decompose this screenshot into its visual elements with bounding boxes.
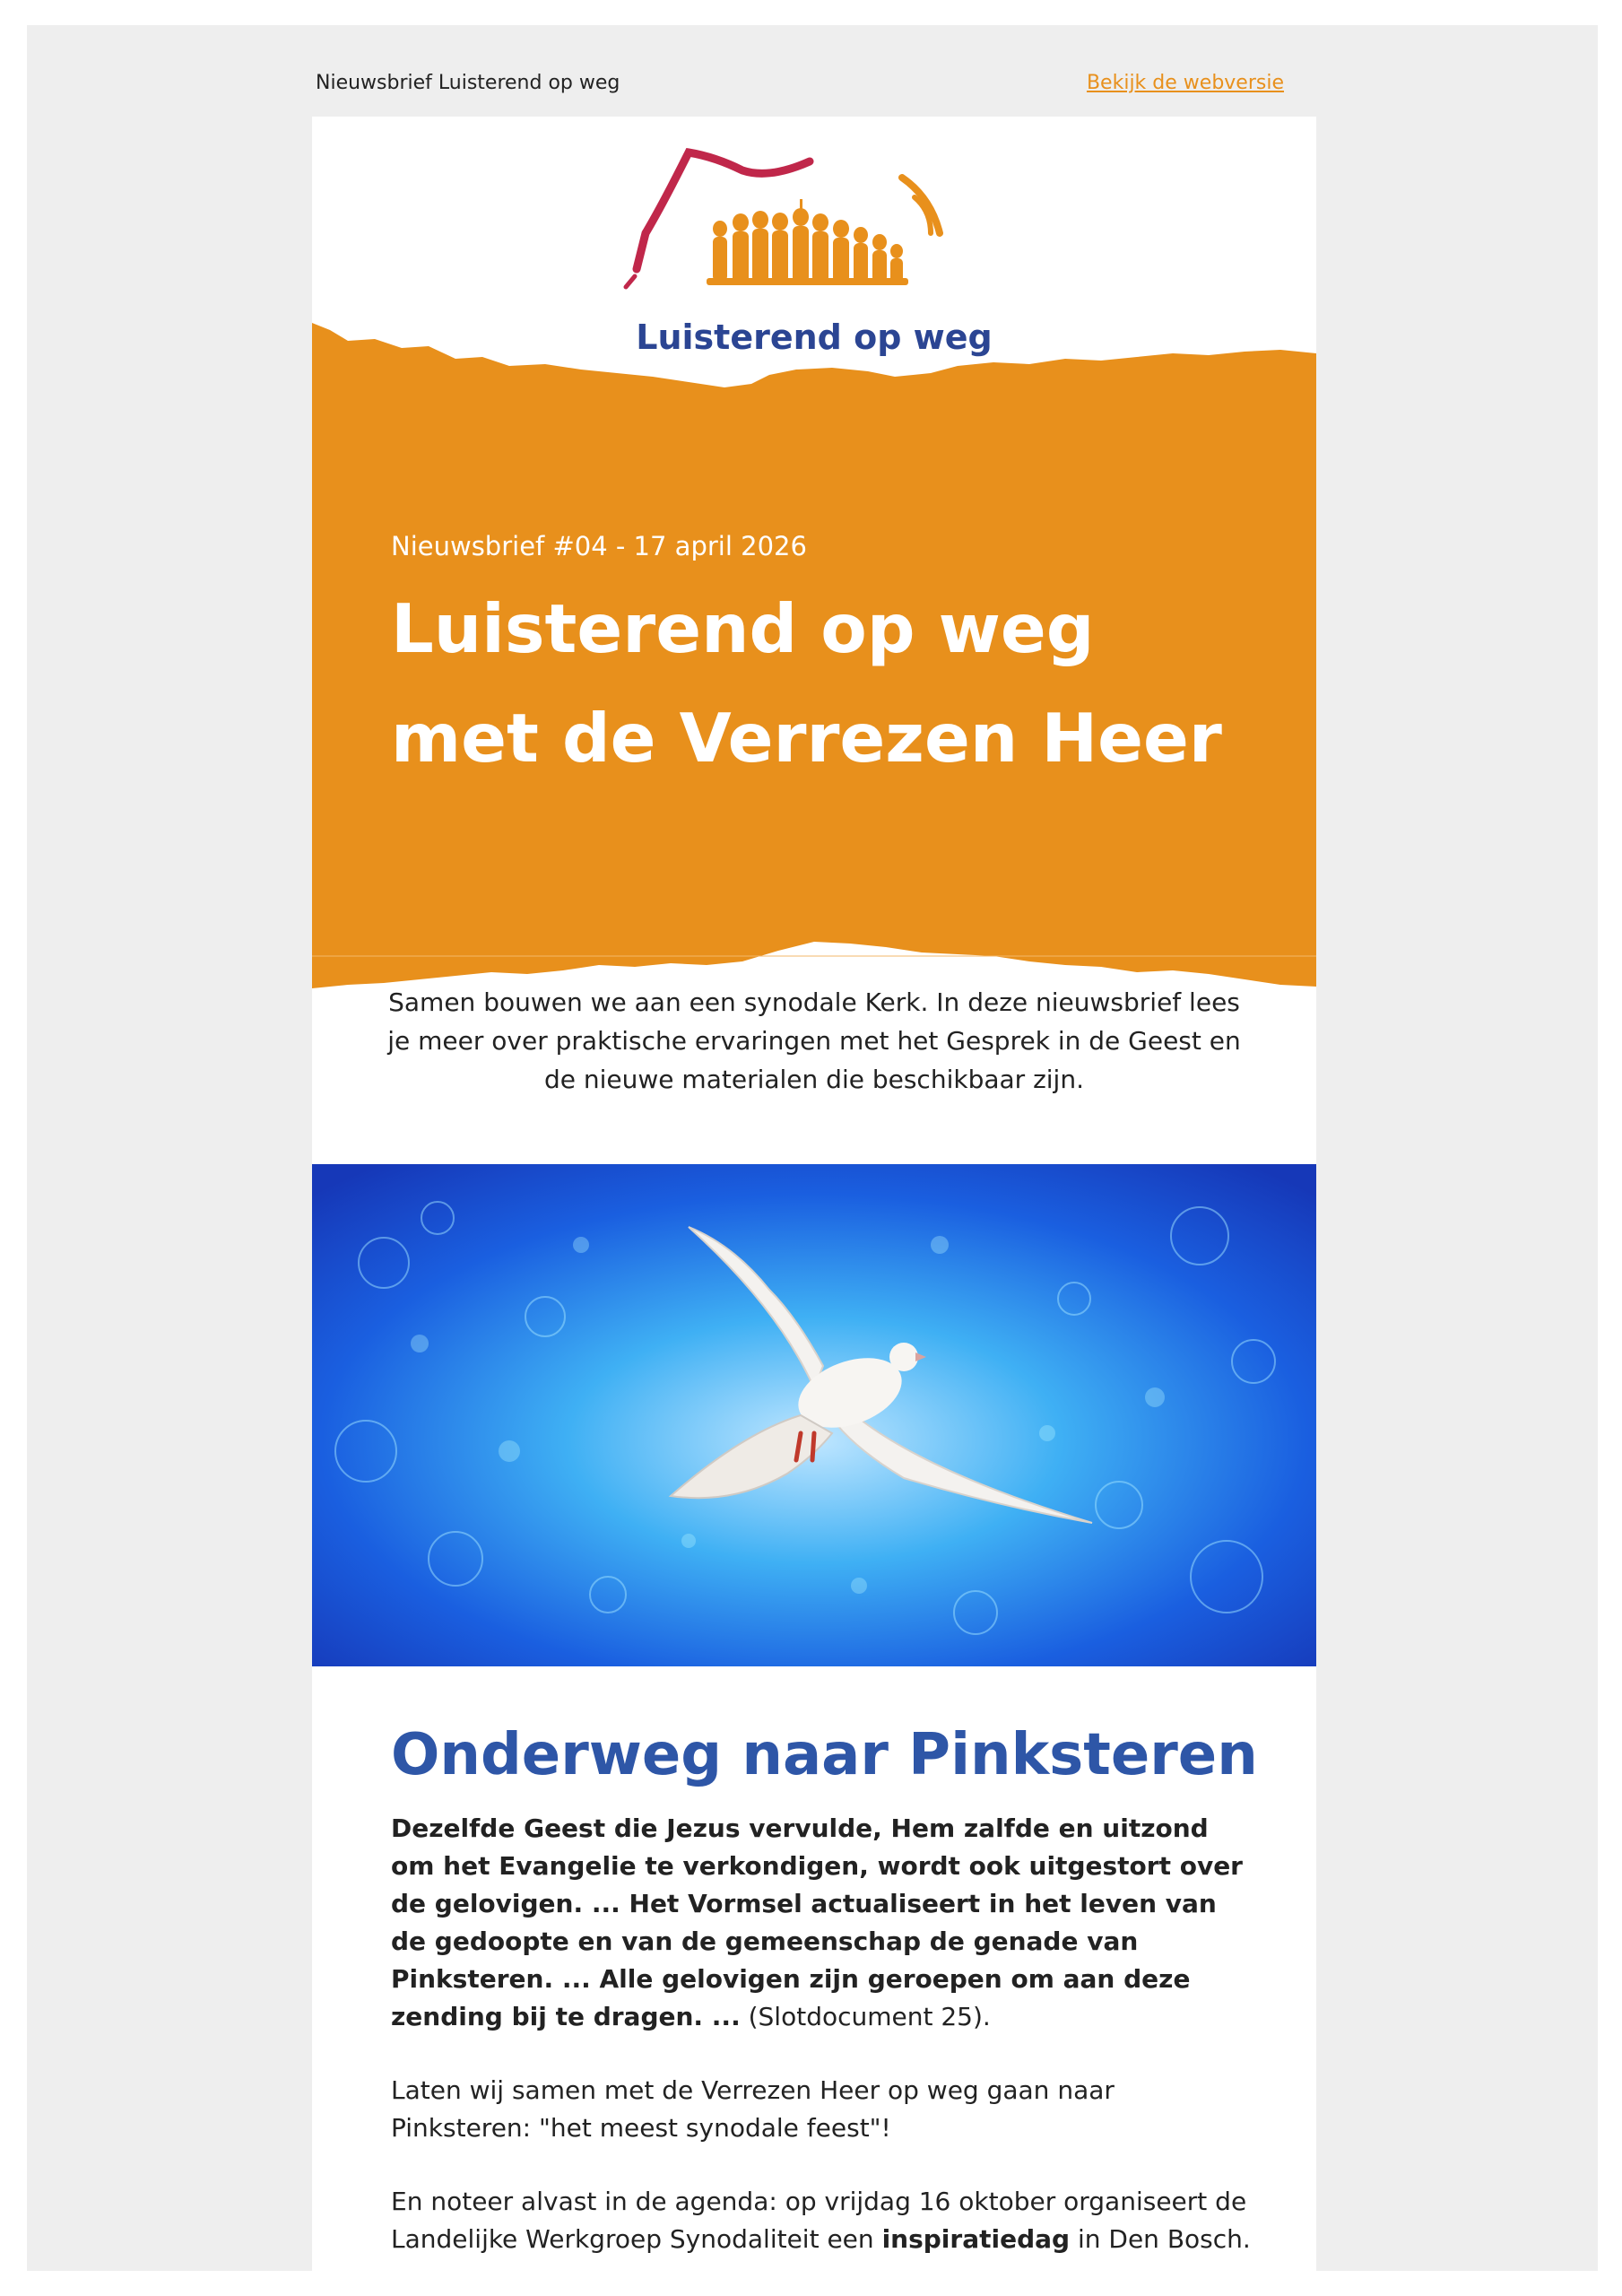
logo-people-icon xyxy=(707,199,908,285)
newsletter-card xyxy=(312,117,1316,2271)
hero-image xyxy=(312,1164,1316,1666)
newsletter-number-date: Nieuwsbrief #04 - 17 april 2026 xyxy=(391,531,807,561)
section-body xyxy=(391,1810,1252,2271)
webversion-link[interactable]: Bekijk de webversie xyxy=(1086,71,1284,94)
pentecost-paragraph: Laten wij samen met de Verrezen Heer op weg gaan naar Pinksteren: "het meest synodale feest"! xyxy=(391,2075,1115,2143)
quote-text: Dezelfde Geest die Jezus vervulde, Hem zalfde en uitzond om het Evangelie te verkondigen, wordt ook uitgestort over de gelovigen. ... Het Vormsel actualiseert in het leven van de gedoopte en van de gemeenschap de genade van Pinksteren. ... Alle gelovigen zijn geroepen om aan deze zending bij te dragen. ... xyxy=(391,1813,1243,2031)
quote-source: (Slotdocument 25). xyxy=(740,2002,991,2031)
page-title: Luisterend op weg met de Verrezen Heer xyxy=(391,589,1222,778)
newsletter-title: Nieuwsbrief Luisterend op weg xyxy=(316,71,620,94)
inspiration-day-label: inspiratiedag xyxy=(881,2224,1071,2254)
quote-paragraph xyxy=(391,1810,1252,2036)
logo-wordmark: Luisterend op weg xyxy=(636,317,993,357)
section-title: Onderweg naar Pinksteren xyxy=(391,1722,1258,1788)
agenda-paragraph: En noteer alvast in de agenda: op vrijdag 16 oktober organiseert de Landelijke Werkgroep Synodaliteit een inspiratiedag in Den Bosch. xyxy=(391,2187,1251,2254)
preheader-bar xyxy=(316,65,1284,100)
intro-paragraph: Samen bouwen we aan een synodale Kerk. In deze nieuwsbrief lees je meer over praktische ervaringen met het Gesprek in de Geest en de nieuwe materialen die beschikbaar zijn. xyxy=(387,987,1241,1094)
